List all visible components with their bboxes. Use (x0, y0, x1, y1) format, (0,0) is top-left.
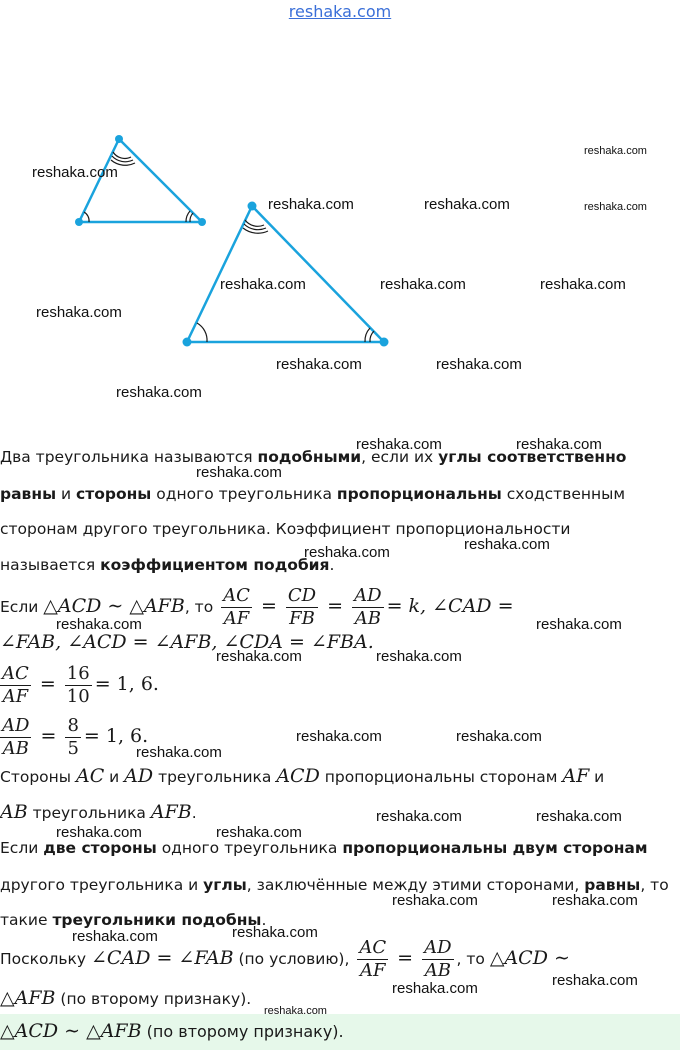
watermark: reshaka.com (552, 972, 638, 989)
watermark: reshaka.com (424, 196, 510, 213)
site-title-link[interactable]: reshaka.com (288, 2, 392, 21)
fraction: $\frac{AC}{AF}$ (223, 585, 250, 629)
watermark: reshaka.com (276, 356, 362, 373)
small-triangle-angle-marks (84, 152, 193, 222)
watermark: reshaka.com (536, 616, 622, 633)
watermark: reshaka.com (220, 276, 306, 293)
watermark: reshaka.com (456, 728, 542, 745)
fraction: $\frac{AD}{AB}$ (354, 585, 382, 629)
similarity-statement: Если △ACD ∼ △AFB, то $\frac{AC}{AF}$ = $\frac{CD}{FB}$ = $\frac{AD}{AB}$ = k, ∠CAD = (0, 585, 514, 629)
fraction: $\frac{8}{5}$ (67, 715, 79, 759)
watermark: reshaka.com (356, 436, 442, 453)
definition-line-2: равны и стороны одного треугольника пропорциональны сходственным (0, 485, 626, 503)
watermark: reshaka.com (392, 892, 478, 909)
watermark: reshaka.com (216, 648, 302, 665)
fraction: $\frac{16}{10}$ (66, 663, 90, 707)
watermark: reshaka.com (32, 164, 118, 181)
fraction: $\frac{AD}{AB}$ (2, 715, 30, 759)
definition-line-4: называется коэффициентом подобия. (0, 556, 335, 574)
fraction: $\frac{AD}{AB}$ (424, 937, 452, 981)
definition-line-3: сторонам другого треугольника. Коэффициент пропорциональности (0, 520, 571, 538)
watermark: reshaka.com (540, 276, 626, 293)
watermark: reshaka.com (196, 464, 282, 481)
watermark: reshaka.com (304, 544, 390, 561)
watermark: reshaka.com (36, 304, 122, 321)
watermark: reshaka.com (56, 824, 142, 841)
watermark: reshaka.com (584, 201, 647, 213)
watermark: reshaka.com (136, 744, 222, 761)
watermark: reshaka.com (56, 616, 142, 633)
sides-statement-line-1: Стороны AC и AD треугольника ACD пропорциональны сторонам AF и (0, 765, 605, 787)
watermark: reshaka.com (584, 145, 647, 157)
watermark: reshaka.com (232, 924, 318, 941)
fraction: $\frac{CD}{FB}$ (287, 585, 317, 629)
ratio-ac-af: $\frac{AC}{AF}$ = $\frac{16}{10}$ = 1, 6. (2, 663, 159, 707)
watermark: reshaka.com (380, 276, 466, 293)
fraction: $\frac{AC}{AF}$ (359, 937, 387, 981)
watermark: reshaka.com (392, 980, 478, 997)
theorem-line-1: Если две стороны одного треугольника пропорциональны двум сторонам (0, 839, 648, 857)
sides-statement-line-2: AB треугольника AFB. (0, 801, 197, 823)
watermark: reshaka.com (464, 536, 550, 553)
conclusion-line-1: Поскольку ∠CAD = ∠FAB (по условию), $\frac{AC}{AF}$ = $\frac{AD}{AB}$ , то △ACD ∼ (0, 937, 570, 981)
fraction: $\frac{AC}{AF}$ (2, 663, 29, 707)
ratio-ad-ab: $\frac{AD}{AB}$ = $\frac{8}{5}$ = 1, 6. (2, 715, 149, 759)
large-triangle-vertices (183, 202, 389, 347)
watermark: reshaka.com (116, 384, 202, 401)
watermark: reshaka.com (376, 648, 462, 665)
angles-equality-line: ∠FAB, ∠ACD = ∠AFB, ∠CDA = ∠FBA. (0, 631, 374, 653)
watermark: reshaka.com (268, 196, 354, 213)
theorem-line-3: такие треугольники подобны. (0, 911, 267, 929)
watermark: reshaka.com (72, 928, 158, 945)
watermark: reshaka.com (296, 728, 382, 745)
theorem-line-2: другого треугольника и углы, заключённые между этими сторонами, равны, то (0, 876, 669, 894)
large-triangle (187, 206, 384, 342)
watermark: reshaka.com (516, 436, 602, 453)
watermark: reshaka.com (436, 356, 522, 373)
watermark: reshaka.com (216, 824, 302, 841)
conclusion-line-2: △AFB (по второму признаку). (0, 987, 252, 1009)
watermark: reshaka.com (376, 808, 462, 825)
definition-line-1: Два треугольника называются подобными, если их углы соответственно (0, 448, 627, 466)
watermark: reshaka.com (536, 808, 622, 825)
watermark: reshaka.com (552, 892, 638, 909)
watermark: reshaka.com (264, 1005, 327, 1017)
answer-text: △ACD ∼ △AFB (по второму признаку). (0, 1020, 344, 1042)
